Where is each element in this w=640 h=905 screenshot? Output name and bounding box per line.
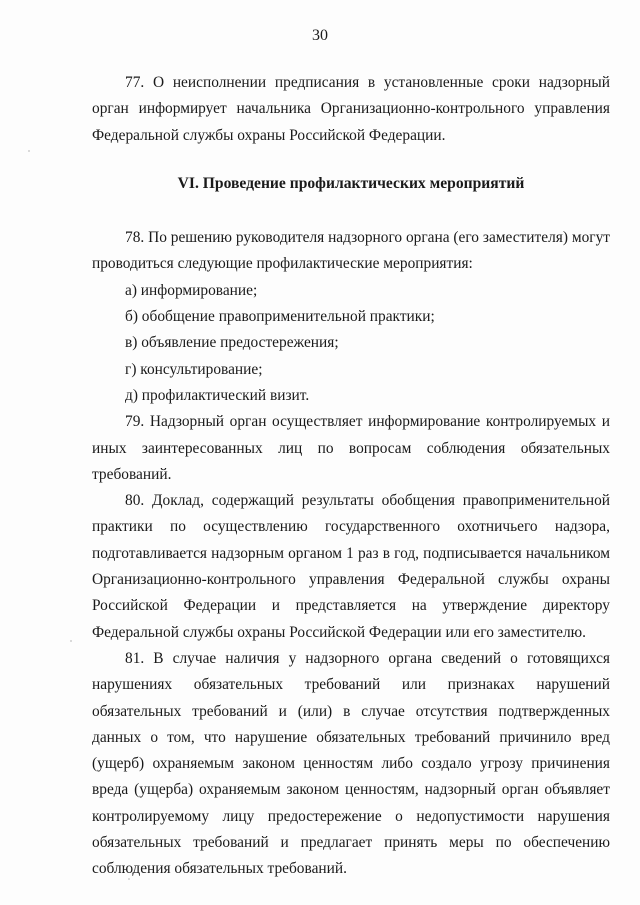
page-number: 30 [312, 27, 328, 44]
scan-speck [70, 640, 72, 642]
scan-speck [28, 150, 30, 152]
spacer [92, 211, 610, 225]
spacer [92, 149, 610, 163]
paragraph-79: 79. Надзорный орган осуществляет информирование контролируемых и иных заинтересованных лиц по вопросам соблюдения обязательных требований. [92, 413, 610, 483]
paragraph-81: 81. В случае наличия у надзорного органа сведений о готовящихся нарушениях обязательных требований или признаках нарушений обязательных требований и (или) в случае отсутствия подтвержденных данных о том, что нарушение обязательных требований причинило вред (ущерб) охраняемым законом ценностям либо создало угрозу причинения вреда (ущерба) охраняемым законом ценностям, надзорный орган объявляет контролируемому лицу предостережение о недопустимости нарушения обязательных требований и предлагает принять меры по обеспечению соблюдения обязательных требований. [92, 649, 610, 878]
paragraph-77: 77. О неисполнении предписания в установленные сроки надзорный орган информирует начальника Организационно-контрольного управления Федеральной службы охраны Российской Федерации. [92, 74, 610, 144]
page-content [92, 70, 610, 883]
paragraph-78: 78. По решению руководителя надзорного органа (его заместителя) могут проводиться следующие профилактические мероприятия: [92, 229, 610, 273]
list-item-d: д) профилактический визит. [125, 386, 310, 404]
section-heading: VI. Проведение профилактических мероприятий [177, 174, 525, 192]
scan-speck [128, 878, 130, 880]
list-item-g: г) консультирование; [125, 360, 263, 378]
list-item-b: б) обобщение правоприменительной практики; [125, 308, 435, 326]
list-item-a: а) информирование; [125, 281, 258, 299]
paragraph-80: 80. Доклад, содержащий результаты обобщения правоприменительной практики по осуществлению государственного охотничьего надзора, подготавливается надзорным органом 1 раз в год, подписывается начальником Организационно-контрольного управления Федеральной службы охраны Российской Федерации и представляется на утверждение директору Федеральной службы охраны Российской Федерации или его заместителю. [92, 492, 610, 641]
list-item-v: в) объявление предостережения; [125, 334, 339, 352]
